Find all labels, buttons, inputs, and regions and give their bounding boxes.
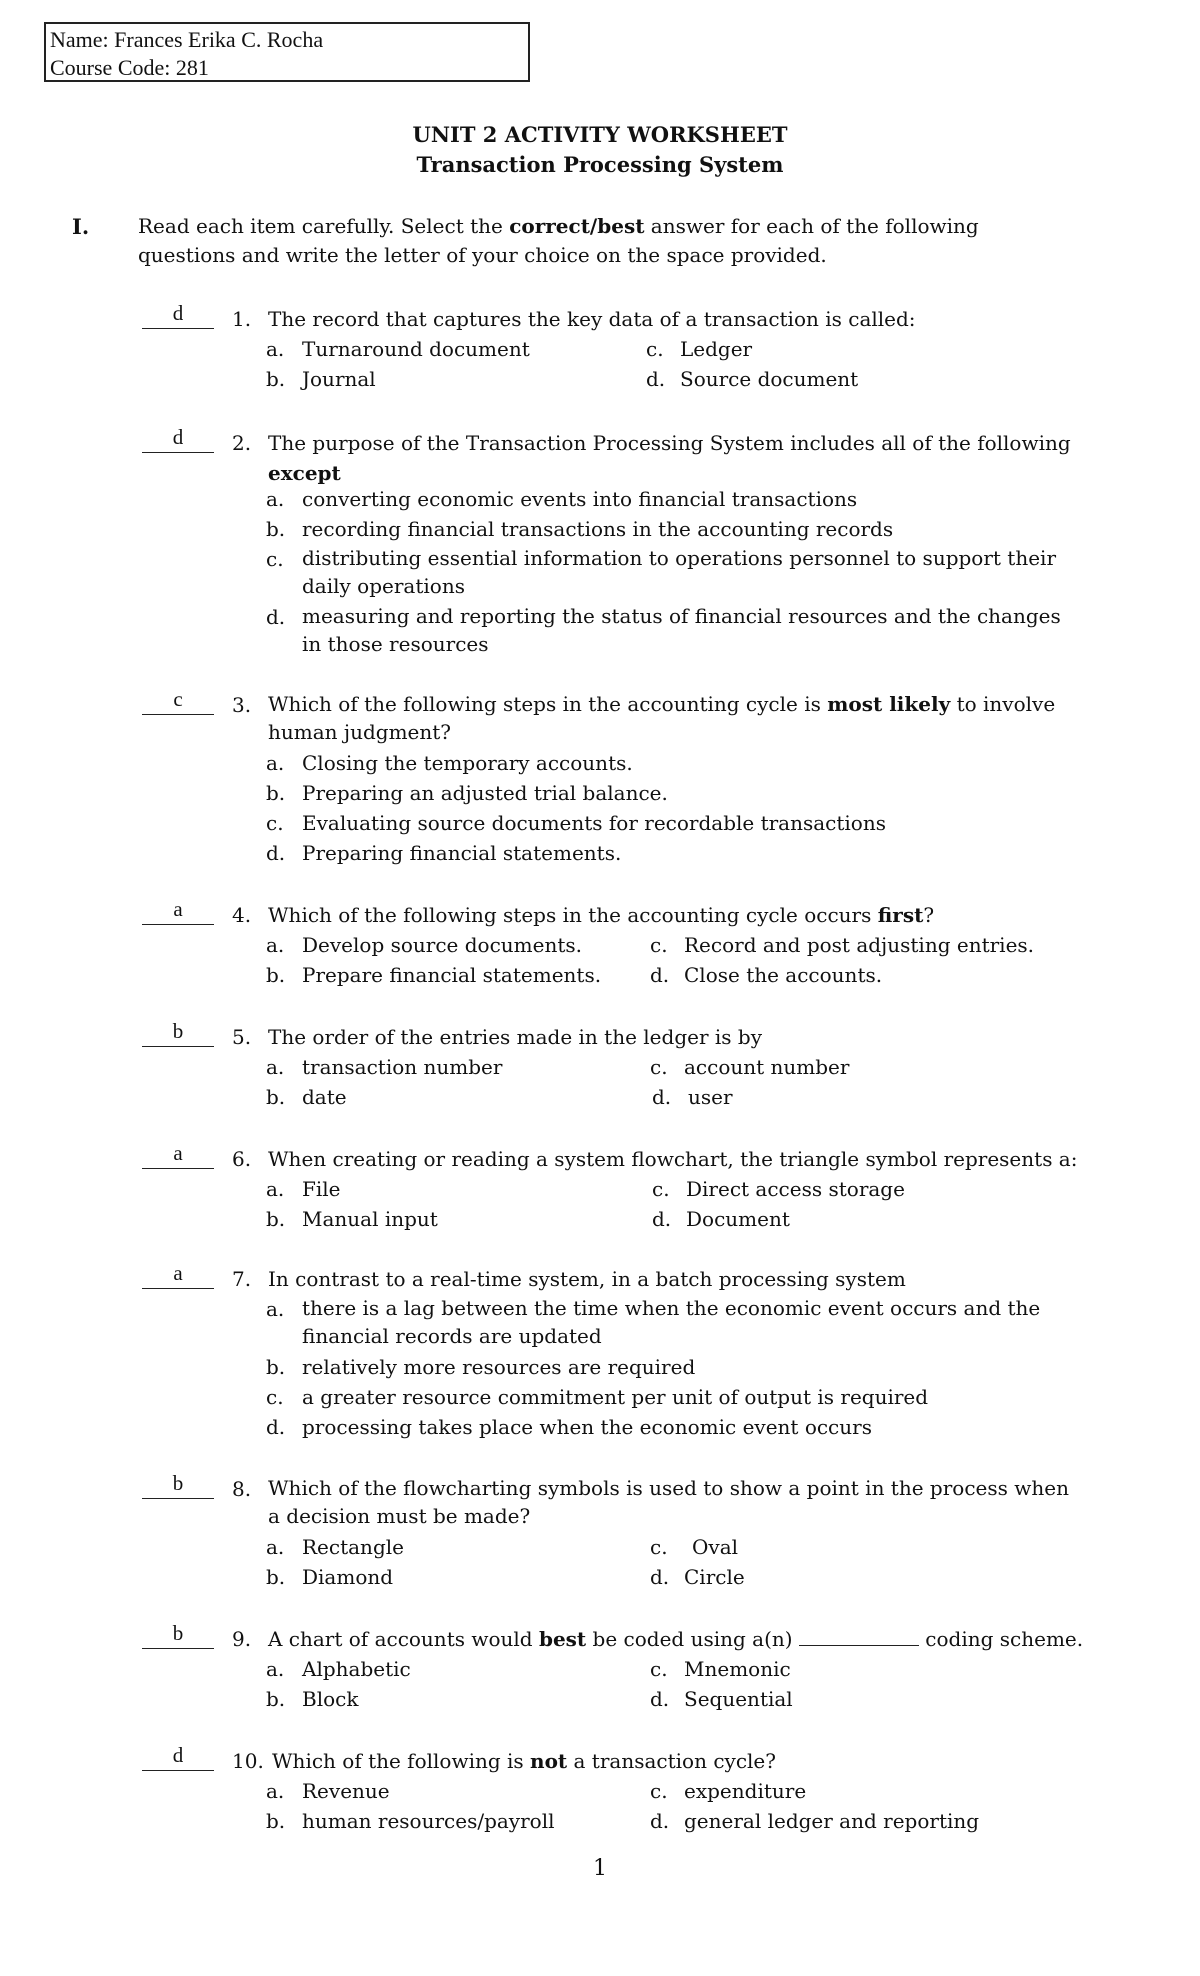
answer-blank[interactable]: d: [142, 424, 214, 453]
question-number: 1.: [232, 307, 252, 331]
question-number: 10.: [232, 1749, 264, 1773]
choice-letter: d.: [652, 1207, 672, 1231]
choice-text: Circle: [684, 1565, 745, 1589]
answer-blank[interactable]: a: [142, 1140, 214, 1169]
choice-text: Close the accounts.: [684, 963, 883, 987]
question-text: In contrast to a real-time system, in a batch processing system: [268, 1267, 906, 1291]
choice-letter: a.: [266, 487, 285, 511]
choice-text: Rectangle: [302, 1535, 404, 1559]
answer-blank[interactable]: b: [142, 1018, 214, 1047]
choice-text: Oval: [692, 1535, 739, 1559]
choice-letter: d.: [650, 1687, 670, 1711]
choice-text: Journal: [302, 367, 376, 391]
question-emphasis: first: [877, 903, 924, 927]
question-text-part: Which of the following steps in the accounting cycle is: [268, 692, 828, 716]
instructions-emphasis: correct/best: [509, 214, 645, 238]
question-number: 8.: [232, 1477, 252, 1501]
course-code: Course Code: 281: [50, 55, 209, 80]
answer-blank[interactable]: a: [142, 896, 214, 925]
choice-text: converting economic events into financial transactions: [302, 487, 858, 511]
choice-letter: c.: [650, 1535, 668, 1559]
choice-letter: d.: [650, 1565, 670, 1589]
question-number: 9.: [232, 1627, 252, 1651]
question-text-mid: be coded using a(n): [586, 1627, 799, 1651]
choice-letter: a.: [266, 1297, 285, 1321]
choice-text: distributing essential information to operations personnel to support their daily operations: [302, 546, 1057, 598]
answer-blank[interactable]: d: [142, 300, 214, 329]
question-text-part: Which of the following is: [272, 1749, 531, 1773]
choice-text: Turnaround document: [302, 337, 530, 361]
question-number: 2.: [232, 431, 252, 455]
choice-text: processing takes place when the economic event occurs: [302, 1415, 872, 1439]
choice-letter: c.: [266, 811, 284, 835]
choice-letter: a.: [266, 1779, 285, 1803]
page-number: 1: [593, 1856, 607, 1881]
choice-letter: d.: [266, 1415, 286, 1439]
choice-text: Record and post adjusting entries.: [684, 933, 1035, 957]
choice-letter: a.: [266, 1177, 285, 1201]
choice-text: account number: [684, 1055, 850, 1079]
choice-text: Preparing an adjusted trial balance.: [302, 781, 668, 805]
choice-text: Direct access storage: [686, 1177, 905, 1201]
question-emphasis: best: [538, 1627, 587, 1651]
question-emphasis: except: [268, 461, 341, 485]
choice-text: a greater resource commitment per unit of output is required: [302, 1385, 929, 1409]
choice-letter: b.: [266, 1207, 286, 1231]
choice-text: user: [688, 1085, 733, 1109]
question-number: 5.: [232, 1025, 252, 1049]
choice-letter: b.: [266, 1085, 286, 1109]
choice-letter: c.: [650, 933, 668, 957]
question-text: [268, 1624, 1084, 1654]
choice-text: measuring and reporting the status of financial resources and the changes in those resources: [302, 604, 1061, 656]
choice-letter: b.: [266, 1687, 286, 1711]
choice-letter: c.: [650, 1657, 668, 1681]
question-text-part: Which of the following steps in the accounting cycle occurs: [268, 903, 878, 927]
student-info-box: [44, 22, 530, 82]
choice-letter: b.: [266, 1355, 286, 1379]
question-text: The order of the entries made in the ledger is by: [268, 1025, 762, 1049]
instructions-text: Read each item carefully. Select the: [138, 214, 510, 238]
answer-blank[interactable]: a: [142, 1260, 214, 1289]
section-instructions: [138, 212, 1078, 270]
choice-text: Develop source documents.: [302, 933, 583, 957]
question-text: The record that captures the key data of a transaction is called:: [268, 307, 916, 331]
choice-letter: b.: [266, 781, 286, 805]
choice-text: Sequential: [684, 1687, 793, 1711]
choice-text: relatively more resources are required: [302, 1355, 696, 1379]
choice-letter: a.: [266, 1657, 285, 1681]
answer-blank[interactable]: d: [142, 1742, 214, 1771]
choice-letter: d.: [266, 841, 286, 865]
choice-text: general ledger and reporting: [684, 1809, 980, 1833]
question-text: [272, 1746, 1088, 1776]
choice-letter: d.: [266, 605, 286, 629]
choice-text: Manual input: [302, 1207, 438, 1231]
choice-text: Mnemonic: [684, 1657, 791, 1681]
choice-text: Prepare financial statements.: [302, 963, 602, 987]
choice-letter: d.: [646, 367, 666, 391]
choice-text: transaction number: [302, 1055, 503, 1079]
answer-blank[interactable]: b: [142, 1620, 214, 1649]
choice-letter: a.: [266, 1055, 285, 1079]
question-number: 4.: [232, 903, 252, 927]
choice-letter: c.: [650, 1055, 668, 1079]
student-name: Name: Frances Erika C. Rocha: [50, 27, 324, 52]
choice-letter: d.: [650, 963, 670, 987]
choice-text: there is a lag between the time when the economic event occurs and the financial records are updated: [302, 1296, 1041, 1348]
choice-text: date: [302, 1085, 347, 1109]
question-text-end: coding scheme.: [918, 1627, 1084, 1651]
question-text-part: A chart of accounts would: [268, 1627, 539, 1651]
choice-text: Evaluating source documents for recordable transactions: [302, 811, 886, 835]
choice-text: Revenue: [302, 1779, 390, 1803]
question-text: [268, 690, 1084, 746]
question-text: Which of the flowcharting symbols is used to show a point in the process when a decision must be made?: [268, 1476, 1069, 1528]
question-text-end: to involve human judgment?: [268, 692, 1056, 744]
choice-letter: b.: [266, 1809, 286, 1833]
choice-letter: d.: [652, 1085, 672, 1109]
choice-text: expenditure: [684, 1779, 807, 1803]
question-emphasis: most likely: [827, 692, 951, 716]
choice-letter: a.: [266, 933, 285, 957]
question-number: 6.: [232, 1147, 252, 1171]
choice-text: human resources/payroll: [302, 1809, 555, 1833]
section-numeral: I.: [72, 214, 90, 239]
choice-letter: a.: [266, 751, 285, 775]
question-text-end: a transaction cycle?: [567, 1749, 776, 1773]
choice-text: recording financial transactions in the accounting records: [302, 517, 894, 541]
choice-text: Ledger: [680, 337, 753, 361]
question-text-end: ?: [923, 903, 935, 927]
choice-text: Document: [686, 1207, 790, 1231]
choice-letter: a.: [266, 337, 285, 361]
choice-text: File: [302, 1177, 341, 1201]
choice-letter: c.: [650, 1779, 668, 1803]
choice-letter: b.: [266, 963, 286, 987]
choice-letter: c.: [652, 1177, 670, 1201]
worksheet-subtitle: Transaction Processing System: [416, 152, 784, 177]
choice-text: Alphabetic: [302, 1657, 411, 1681]
choice-text: Closing the temporary accounts.: [302, 751, 633, 775]
choice-letter: c.: [266, 547, 284, 571]
answer-blank[interactable]: b: [142, 1470, 214, 1499]
question-number: 3.: [232, 693, 252, 717]
choice-letter: c.: [646, 337, 664, 361]
choice-letter: b.: [266, 367, 286, 391]
fill-in-blank: [799, 1625, 919, 1646]
question-text: [268, 900, 1084, 930]
answer-blank[interactable]: c: [142, 686, 214, 715]
question-text: [268, 428, 1084, 488]
question-text: When creating or reading a system flowchart, the triangle symbol represents a:: [268, 1147, 1078, 1171]
choice-letter: d.: [650, 1809, 670, 1833]
worksheet-title: UNIT 2 ACTIVITY WORKSHEET: [412, 122, 788, 147]
choice-letter: b.: [266, 517, 286, 541]
question-emphasis: not: [530, 1749, 568, 1773]
choice-text: Source document: [680, 367, 859, 391]
choice-letter: b.: [266, 1565, 286, 1589]
choice-text: Preparing financial statements.: [302, 841, 622, 865]
instructions-text-end: answer for each of the following questions and write the letter of your choice on the space provided.: [138, 214, 979, 267]
choice-text: Diamond: [302, 1565, 394, 1589]
question-number: 7.: [232, 1267, 252, 1291]
choice-letter: c.: [266, 1385, 284, 1409]
choice-letter: a.: [266, 1535, 285, 1559]
choice-text: Block: [302, 1687, 359, 1711]
question-text-part: The purpose of the Transaction Processing System includes all of the following: [268, 431, 1071, 455]
